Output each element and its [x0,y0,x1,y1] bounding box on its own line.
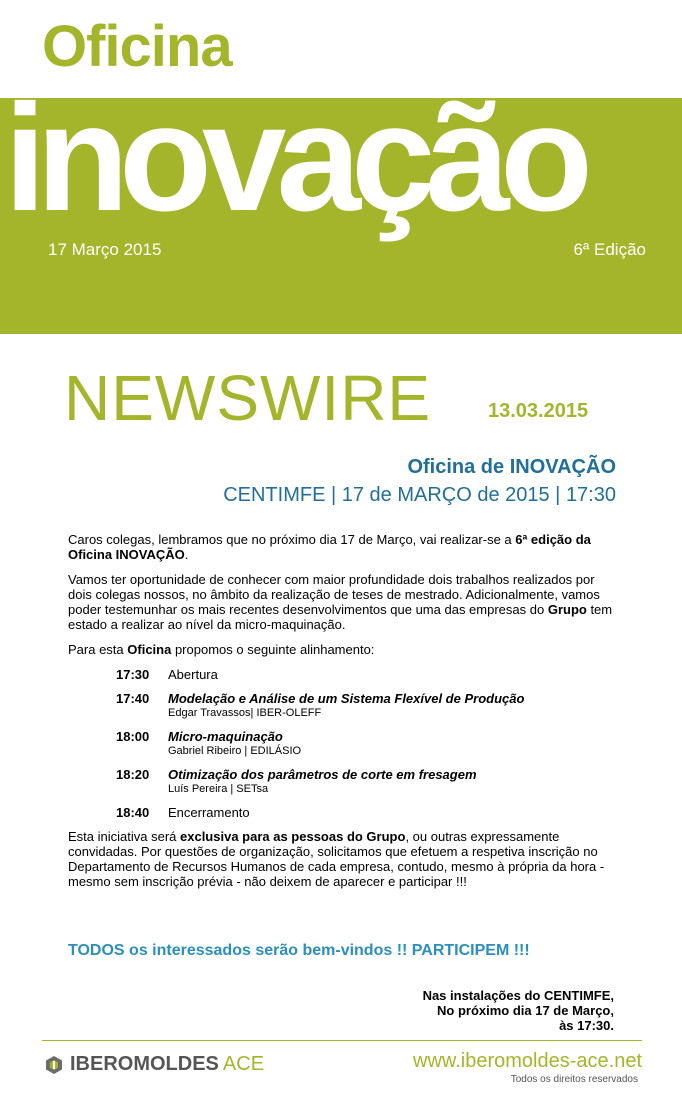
closing-end: , ou outras expressamente convidadas. Por questões de organização, solicitamos que efetuem a respetiva inscrição no Departamento de Recursos Humanos de cada empresa, contudo, mesmo à própria da hora - mesmo sem inscrição prévia - não deixem de aparecer e participar !!! [68,829,605,889]
agenda-item: Modelação e Análise de um Sistema Flexível de Produção [168,691,525,706]
newswire-date: 13.03.2015 [488,400,589,422]
event-title: Oficina de INOVAÇÃO [407,456,616,478]
closing-exclusive-bold: exclusiva para as pessoas do Grupo [180,829,406,844]
call-to-action: TODOS os interessados serão bem-vindos !! PARTICIPEM !!! [68,942,530,959]
footer-divider [42,1040,642,1041]
copyright-text: Todos os direitos reservados [510,1074,638,1085]
agenda-row [116,729,616,758]
agenda-intro-paragraph [68,642,616,657]
intro-edition-bold: 6ª edição da Oficina INOVAÇÃO [68,532,591,562]
agenda-time: 18:20 [116,767,150,782]
intro-end: . [184,547,189,562]
logo-ace-text: ACE [222,1053,265,1075]
agenda-speaker: Gabriel Ribeiro | EDILÁSIO [168,745,302,757]
agenda-item: Micro-maquinação [168,729,283,744]
agenda-item: Otimização dos parâmetros de corte em fresagem [168,767,477,782]
company-logo [44,1053,264,1076]
logo-text [70,1053,264,1076]
agenda-intro-text: Para esta [68,642,128,657]
agenda-intro-oficina-bold: Oficina [127,642,172,657]
intro-paragraph [68,532,616,562]
description-text: Vamos ter oportunidade de conhecer com maior profundidade dois trabalhos realizados por dois colegas nossos, no âmbito da realização de teses de mestrado. Adicionalmente, vamos poder testemunhar os mais recentes desenvolvimentos que uma das empresas do [68,572,600,617]
logo-mark-icon [44,1055,64,1075]
header-banner [0,0,682,334]
website-link[interactable]: www.iberomoldes-ace.net [413,1050,642,1072]
agenda-row [116,767,616,796]
intro-text: Caros colegas, lembramos que no próximo dia 17 de Março, vai realizar-se a [68,532,516,547]
newswire-heading: NEWSWIRE [64,362,432,434]
agenda-speaker: Luís Pereira | SETsa [168,783,269,795]
closing-paragraph [68,829,616,889]
venue-line: às 17:30. [559,1018,614,1033]
agenda-row [116,691,616,720]
logo-main-text: IBEROMOLDES [70,1053,219,1075]
agenda-item: Encerramento [168,805,250,820]
description-grupo-bold: Grupo [547,602,587,617]
agenda-speaker: Edgar Travassos| IBER-OLEFF [168,707,322,719]
agenda-row [116,667,616,682]
banner-title-inovacao: inovação [4,73,583,243]
event-subtitle: CENTIMFE | 17 de MARÇO de 2015 | 17:30 [223,484,616,506]
banner-title-oficina: Oficina [42,14,232,79]
banner-date: 17 Março 2015 [48,240,162,259]
description-paragraph [68,572,616,632]
agenda-time: 17:40 [116,691,150,706]
agenda-time: 17:30 [116,667,150,682]
venue-line: Nas instalações do CENTIMFE, [422,988,614,1003]
agenda-item: Abertura [168,667,218,682]
agenda-list [116,667,616,820]
agenda-intro-end: propomos o seguinte alinhamento: [171,642,375,657]
description-end: tem estado a realizar ao nível da micro-maquinação. [68,602,613,632]
venue-info [423,988,614,1033]
closing-text: Esta iniciativa será [68,829,180,844]
agenda-row [116,805,616,820]
agenda-time: 18:40 [116,805,150,820]
venue-line: No próximo dia 17 de Março, [437,1003,614,1018]
body-content [68,532,616,899]
agenda-time: 18:00 [116,729,150,744]
banner-edition: 6ª Edição [573,240,646,259]
